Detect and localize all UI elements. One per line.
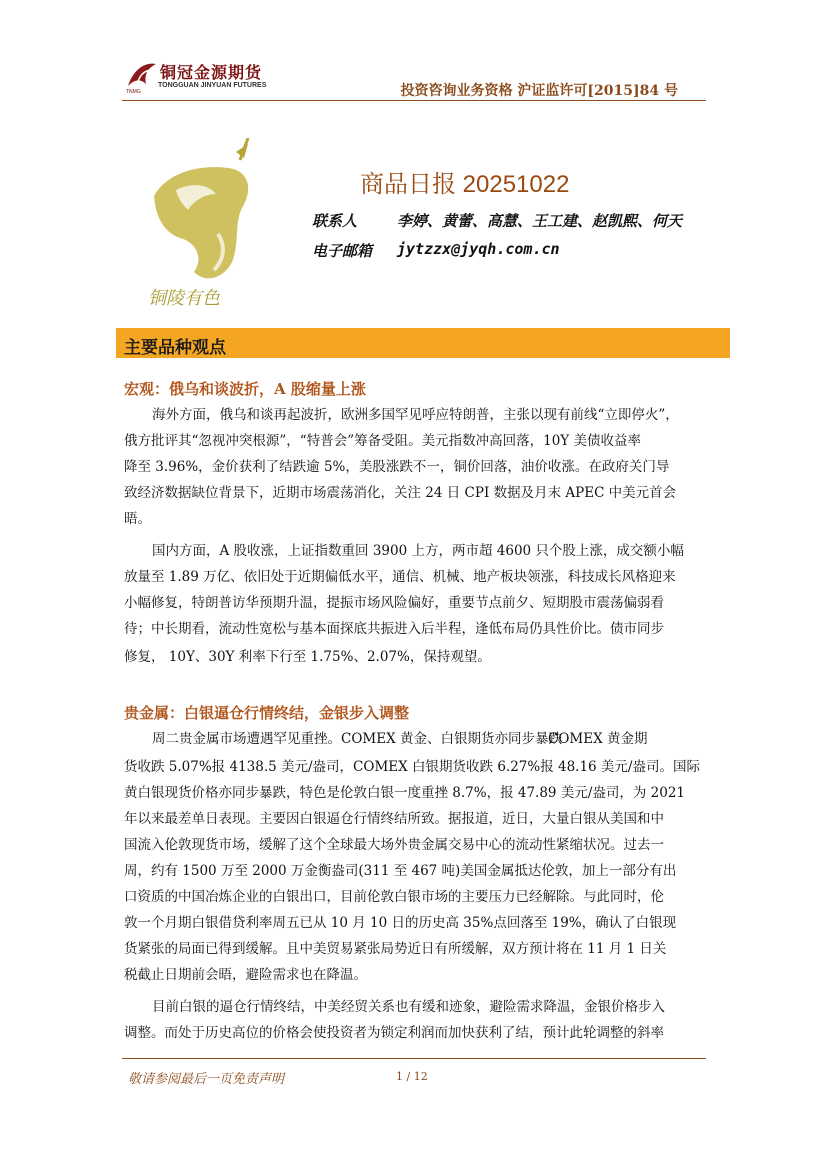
brand-mark-text: 铜陵有色 [148, 288, 220, 309]
metals-line: 国流入伦敦现货市场，缓解了这个全球最大场外贵金属交易中心的流动性紧缩状况。过去一 [124, 837, 664, 853]
logo-emblem-icon [124, 58, 160, 92]
macro-line: 俄方批评其“忽视冲突根源”，“特普会”筹备受阻。美元指数冲高回落，10Y 美债收益率 [124, 433, 641, 449]
contact-label: 联系人 [312, 212, 358, 230]
metals-line: 敦一个月期白银借贷利率周五已从 10 月 10 日的历史高 35%点回落至 19%，确认了白银现 [124, 915, 677, 931]
contact-names: 李婷、黄蕾、高慧、王工建、赵凯熙、何天 [397, 212, 683, 230]
section-banner-title: 主要品种观点 [124, 338, 226, 357]
logo-english-name: TONGGUAN JINYUAN FUTURES [158, 82, 267, 89]
metals-line: 周二贵金属市场遭遇罕见重挫。COMEX 黄金、白银期货亦同步暴跌 [152, 731, 562, 747]
license-text: 投资咨询业务资格 沪证监许可[2015]84 号 [400, 83, 678, 99]
report-title: 商品日报 20251022 [360, 171, 570, 198]
metals-line: 货收跌 5.07%报 4138.5 美元/盎司，COMEX 白银期货收跌 6.27%报 48.16 美元/盎司。国际 [124, 759, 700, 775]
brand-artwork [136, 138, 286, 318]
metals-line: 黄白银现货价格亦同步暴跌，特色是伦敦白银一度重挫 8.7%，报 47.89 美元/盎司，为 2021 [124, 785, 686, 801]
macro-line: 晤。 [124, 511, 151, 527]
logo-tag: TNMG [126, 89, 141, 95]
footer-divider [122, 1058, 706, 1059]
metals-heading: 贵金属：白银逼仓行情终结，金银步入调整 [124, 704, 410, 722]
metals-line-overlap: COMEX 黄金期 [548, 731, 648, 747]
metals-line: 调整。而处于历史高位的价格会使投资者为锁定利润而加快获利了结，预计此轮调整的斜率 [124, 1025, 664, 1041]
macro-line: 国内方面，A 股收涨，上证指数重回 3900 上方，两市超 4600 只个股上涨，成交额小幅 [152, 543, 684, 559]
metals-line: 目前白银的逼仓行情终结，中美经贸关系也有缓和迹象，避险需求降温，金银价格步入 [152, 999, 665, 1015]
logo-chinese-name: 铜冠金源期货 [160, 63, 263, 82]
email-link[interactable]: jytzzx@jyqh.com.cn [397, 240, 560, 258]
macro-line: 放量至 1.89 万亿、依旧处于近期偏低水平，通信、机械、地产板块领涨，科技成长风格迎来 [124, 569, 676, 585]
metals-line: 口资质的中国冶炼企业的白银出口，目前伦敦白银市场的主要压力已经解除。与此同时，伦 [124, 889, 664, 905]
metals-line: 周，约有 1500 万至 2000 万金衡盎司(311 至 467 吨)美国金属抵达伦敦，加上一部分有出 [124, 863, 677, 879]
macro-line: 海外方面，俄乌和谈再起波折，欧洲多国罕见呼应特朗普，主张以现有前线“立即停火”， [152, 407, 679, 423]
page-number: 1 / 12 [396, 1070, 428, 1083]
macro-line: 致经济数据缺位背景下，近期市场震荡消化，关注 24 日 CPI 数据及月末 APEC 中美元首会 [124, 485, 677, 501]
header-divider [122, 100, 706, 101]
footer-disclaimer: 敬请参阅最后一页免责声明 [128, 1072, 285, 1087]
macro-heading: 宏观：俄乌和谈波折，A 股缩量上涨 [124, 380, 366, 398]
macro-line: 待；中长期看，流动性宽松与基本面探底共振进入后半程，逢低布局仍具性价比。债市同步 [124, 621, 664, 637]
macro-line: 修复， 10Y、30Y 利率下行至 1.75%、2.07%，保持观望。 [124, 649, 491, 665]
email-label: 电子邮箱 [312, 242, 373, 260]
metals-line: 货紧张的局面已得到缓解。且中美贸易紧张局势近日有所缓解，双方预计将在 11 月 1 日关 [124, 941, 667, 957]
metals-line: 税截止日期前会晤，避险需求也在降温。 [124, 967, 367, 983]
metals-line: 年以来最差单日表现。主要因白银逼仓行情终结所致。据报道，近日，大量白银从美国和中 [124, 811, 664, 827]
macro-line: 小幅修复，特朗普访华预期升温，提振市场风险偏好，重要节点前夕、短期股市震荡偏弱看 [124, 595, 664, 611]
macro-line: 降至 3.96%，金价获利了结跌逾 5%，美股涨跌不一，铜价回落，油价收涨。在政府关门导 [124, 459, 670, 475]
